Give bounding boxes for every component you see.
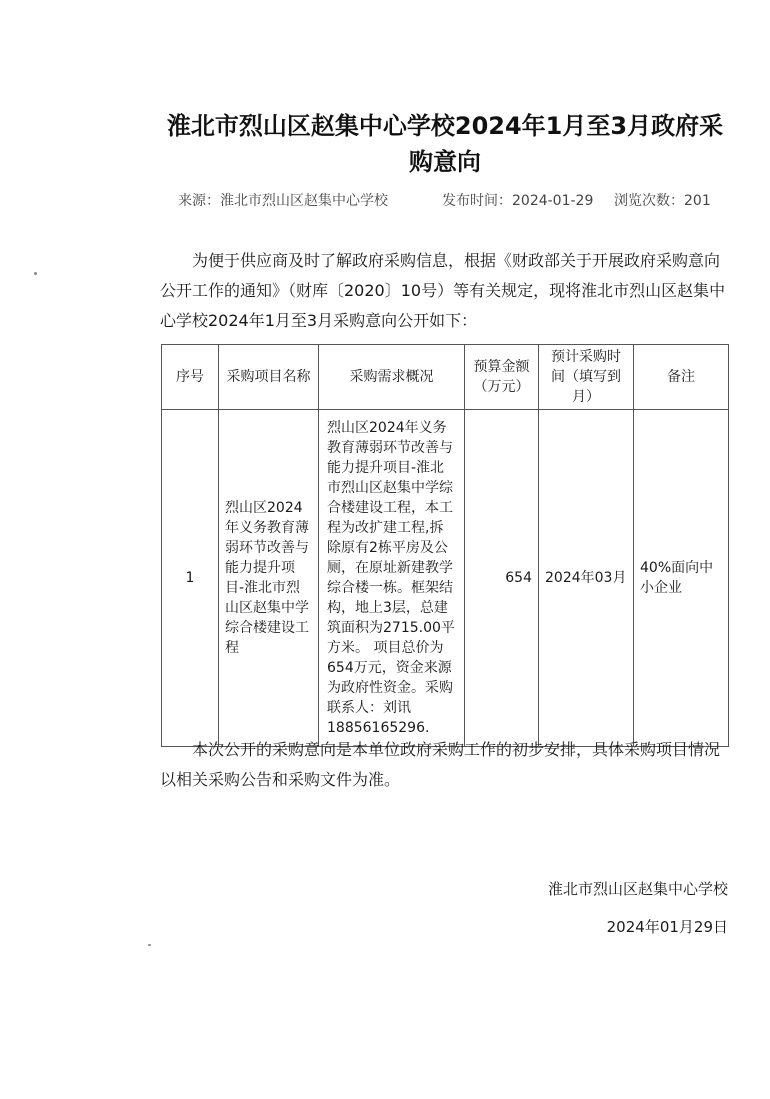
header-serial: 序号 xyxy=(162,345,219,410)
table-header-row xyxy=(162,345,729,410)
intro-paragraph: 为便于供应商及时了解政府采购信息，根据《财政部关于开展政府采购意向公开工作的通知》（财库〔2020〕10号）等有关规定，现将淮北市烈山区赵集中心学校2024年1月至3月采购意向公开如下： xyxy=(160,251,726,330)
cell-time: 2024年03月 xyxy=(539,410,634,747)
cell-requirements: 烈山区2024年义务教育薄弱环节改善与能力提升项目-淮北市烈山区赵集中学综合楼建设工程，本工程为改扩建工程,拆除原有2栋平房及公厕，在原址新建教学综合楼一栋。框架结构，地上3层，总建筑面积为2715.00平方米。 项目总价为654万元，资金来源为政府性资金。采购联系人：刘讯 18856165296. xyxy=(319,410,465,747)
table-row xyxy=(162,410,729,747)
header-project-name: 采购项目名称 xyxy=(219,345,319,410)
source-label: 来源：淮北市烈山区赵集中心学校 xyxy=(178,193,388,209)
signature-org: 淮北市烈山区赵集中心学校 xyxy=(547,880,728,898)
cell-budget: 654 xyxy=(465,410,539,747)
view-count: 浏览次数：201 xyxy=(614,193,711,209)
cell-project-name: 烈山区2024年义务教育薄弱环节改善与能力提升项目-淮北市烈山区赵集中学综合楼建设工程 xyxy=(219,410,319,747)
closing-paragraph: 本次公开的采购意向是本单位政府采购工作的初步安排，具体采购项目情况以相关采购公告和采购文件为准。 xyxy=(160,740,721,789)
publish-time: 发布时间：2024-01-29 xyxy=(442,193,594,209)
page-title: 淮北市烈山区赵集中心学校2024年1月至3月政府采购意向 xyxy=(166,112,724,176)
cell-remark: 40%面向中小企业 xyxy=(634,410,729,747)
header-time: 预计采购时间（填写到月） xyxy=(539,345,634,410)
scan-speck xyxy=(148,944,151,946)
header-requirements: 采购需求概况 xyxy=(319,345,465,410)
header-budget: 预算金额（万元） xyxy=(465,345,539,410)
header-remark: 备注 xyxy=(634,345,729,410)
signature-date: 2024年01月29日 xyxy=(606,918,728,936)
cell-serial: 1 xyxy=(162,410,219,747)
procurement-table xyxy=(161,344,729,747)
scan-speck xyxy=(34,272,37,275)
